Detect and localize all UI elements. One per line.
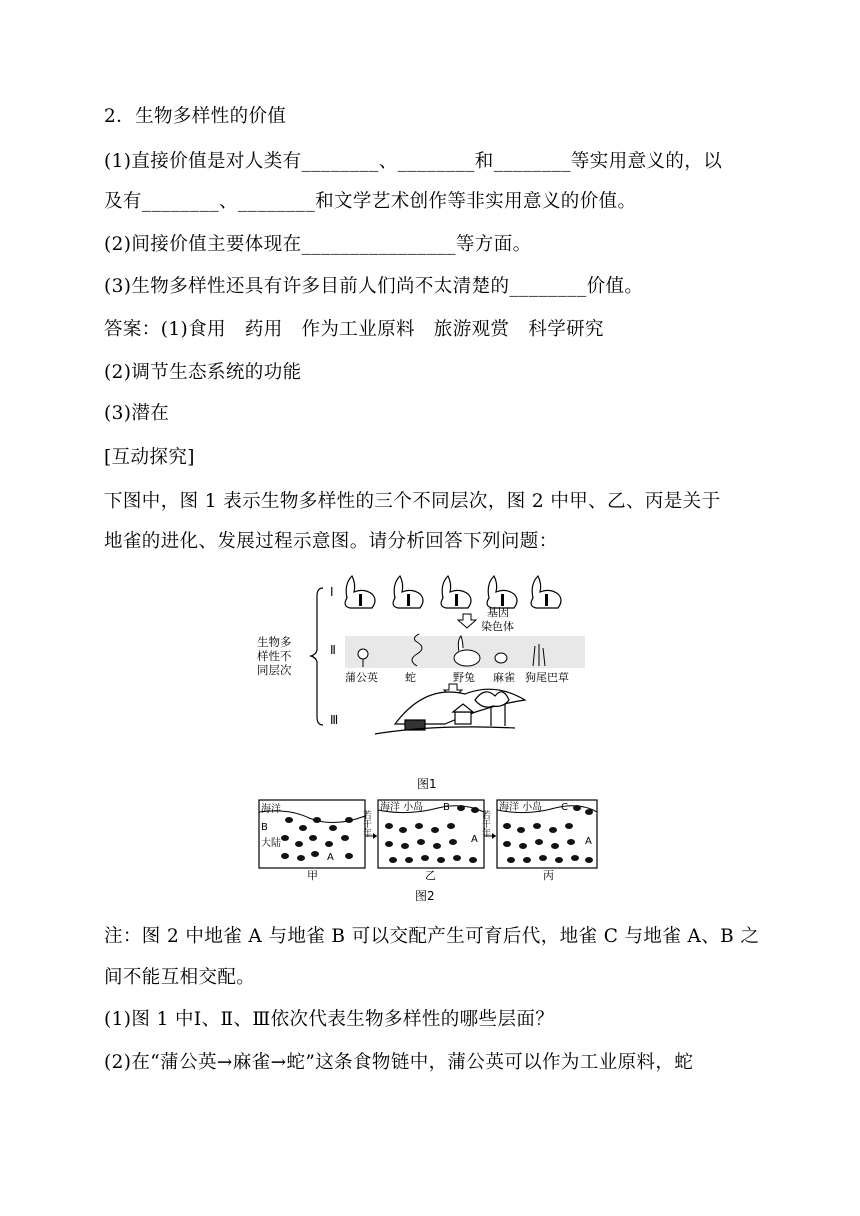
panel-jia-label: 甲 bbox=[307, 869, 318, 882]
panel-yi-finch-b: B bbox=[443, 802, 450, 813]
figure-1-caption: 图1 bbox=[417, 777, 437, 791]
panel-yi-top-text: 海洋 小岛 bbox=[380, 802, 424, 813]
section-heading: 2．生物多样性的价值 bbox=[104, 106, 287, 127]
landscape-drawing bbox=[375, 689, 525, 734]
level-2-label: Ⅱ bbox=[330, 643, 336, 657]
arrow-2-label: 若干年 bbox=[480, 810, 490, 837]
question-2-partial: (2)在“蒲公英→麻雀→蛇”这条食物链中，蒲公英可以作为工业原料，蛇 bbox=[104, 1052, 694, 1073]
organism-1: 蒲公英 bbox=[345, 671, 378, 684]
side-label-line-2: 样性不 bbox=[257, 649, 292, 663]
note-line-2: 间不能互相交配。 bbox=[104, 967, 256, 988]
gene-label: 基因 bbox=[487, 606, 509, 619]
panel-yi-label: 乙 bbox=[425, 869, 436, 882]
organism-4: 麻雀 bbox=[493, 671, 515, 684]
question-1-line-1: (1)直接价值是对人类有________、________和________等实用意义的，以 bbox=[104, 151, 723, 172]
biodiversity-figure bbox=[255, 574, 600, 910]
panel-bing-label: 丙 bbox=[543, 869, 554, 882]
side-label-line-3: 同层次 bbox=[257, 663, 292, 677]
panel-bing-finch-a: A bbox=[585, 836, 592, 847]
arrow-1-label: 若干年 bbox=[361, 810, 371, 837]
inquiry-heading: [互动探究] bbox=[104, 447, 195, 468]
question-1: (1)图 1 中Ⅰ、Ⅱ、Ⅲ依次代表生物多样性的哪些层面？ bbox=[104, 1009, 555, 1030]
side-label-line-1: 生物多 bbox=[257, 635, 292, 649]
panel-jia-side-text: 大陆 bbox=[261, 838, 281, 849]
organism-3: 野兔 bbox=[453, 671, 475, 684]
organism-5: 狗尾巴草 bbox=[525, 671, 569, 684]
rabbit-heads-row bbox=[345, 576, 561, 608]
organism-2: 蛇 bbox=[405, 671, 416, 684]
figure-2 bbox=[259, 800, 597, 903]
panel-bing-finch-c: C bbox=[561, 802, 568, 813]
level-1-label: Ⅰ bbox=[330, 585, 334, 599]
level-brace bbox=[311, 588, 323, 725]
chromosome-label: 染色体 bbox=[481, 620, 514, 633]
down-arrow-1 bbox=[458, 614, 476, 628]
panel-yi-finch-a: A bbox=[471, 834, 478, 845]
panel-jia-finch-a: A bbox=[327, 852, 334, 863]
panel-jia-top-text: 海洋 bbox=[261, 804, 281, 815]
panel-jia-finch-b: B bbox=[261, 822, 268, 833]
panel-bing-top-text: 海洋 小岛 bbox=[499, 802, 543, 813]
question-2: (2)间接价值主要体现在________________等方面。 bbox=[104, 234, 532, 255]
intro-line-2: 地雀的进化、发展过程示意图。请分析回答下列问题： bbox=[104, 531, 558, 552]
figure-1 bbox=[257, 576, 585, 791]
question-3: (3)生物多样性还具有许多目前人们尚不太清楚的________价值。 bbox=[104, 276, 644, 297]
level-3-label: Ⅲ bbox=[330, 713, 339, 727]
answer-line-3: (3)潜在 bbox=[104, 403, 170, 424]
note-line-1: 注：图 2 中地雀 A 与地雀 B 可以交配产生可育后代，地雀 C 与地雀 A、B 之 bbox=[104, 926, 760, 947]
intro-line-1: 下图中，图 1 表示生物多样性的三个不同层次，图 2 中甲、乙、丙是关于 bbox=[104, 491, 721, 512]
figure-2-caption: 图2 bbox=[415, 889, 435, 903]
answer-line-1: 答案：(1)食用 药用 作为工业原料 旅游观赏 科学研究 bbox=[104, 319, 604, 340]
answer-line-2: (2)调节生态系统的功能 bbox=[104, 362, 302, 383]
question-1-line-2: 及有________、________和文学艺术创作等非实用意义的价值。 bbox=[104, 191, 637, 212]
